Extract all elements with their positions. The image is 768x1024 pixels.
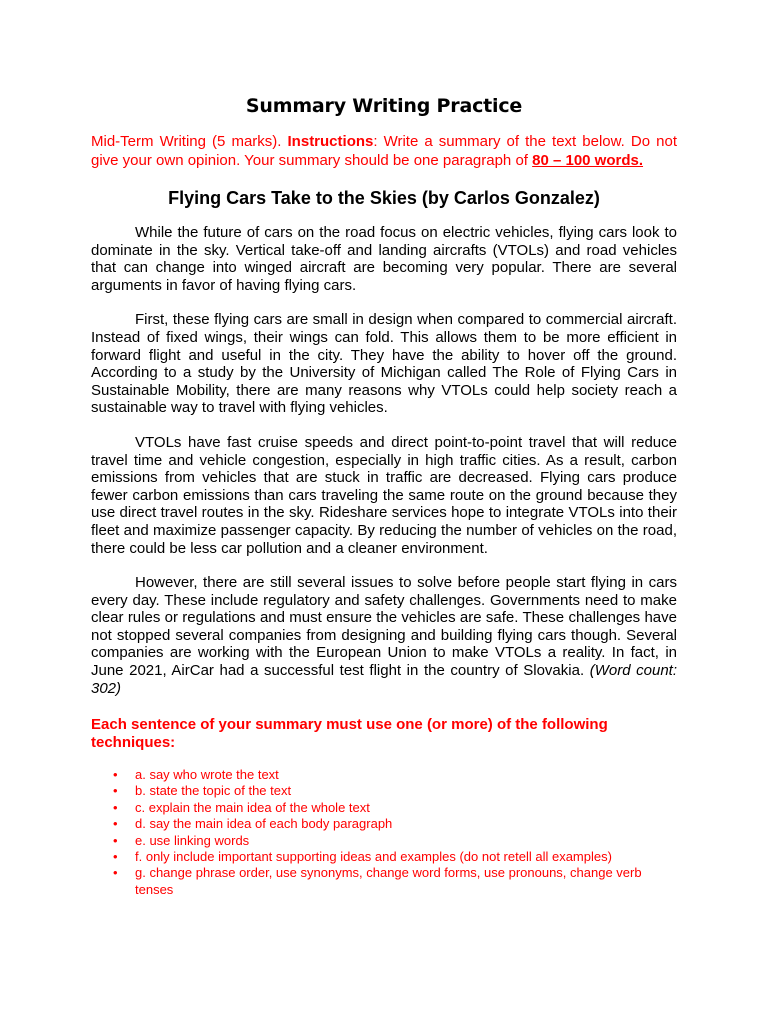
article-paragraph-4	[91, 574, 677, 697]
technique-text: b. state the topic of the text	[135, 783, 292, 799]
instructions-label: Instructions	[287, 133, 374, 150]
list-item	[91, 816, 681, 832]
list-item	[91, 800, 681, 816]
technique-text: a. say who wrote the text	[135, 767, 279, 782]
techniques-list	[91, 767, 681, 898]
list-item	[91, 849, 681, 865]
bullet-icon: •	[113, 799, 118, 815]
article-paragraph-1: While the future of cars on the road focus on electric vehicles, flying cars look to dominate in the sky. Vertical take-off and landing aircrafts (VTOLs) and road vehicles that can change into winged aircraft are becoming very popular. There are several arguments in favor of having flying cars.	[91, 224, 677, 294]
instructions-text: : Write a summary of the text below. Do not give your own opinion. Your summary should be one paragraph of	[91, 133, 677, 169]
article-title: Flying Cars Take to the Skies (by Carlos Gonzalez)	[168, 188, 600, 208]
technique-text: c. explain the main idea of the whole text	[135, 799, 370, 815]
list-item	[91, 833, 681, 849]
page-title: Summary Writing Practice	[245, 95, 523, 117]
list-item	[91, 767, 681, 783]
list-item	[91, 865, 681, 898]
bullet-icon: •	[113, 832, 118, 848]
technique-text: f. only include important supporting ideas and examples (do not retell all examples)	[135, 849, 612, 865]
bullet-icon: •	[113, 816, 118, 832]
word-range: 80 – 100 words.	[532, 151, 644, 169]
article-paragraph-3: VTOLs have fast cruise speeds and direct point-to-point travel that will reduce travel time and vehicle congestion, especially in high traffic cities. As a result, carbon emissions from vehicles that are stuck in traffic are decreased. Flying cars produce fewer carbon emissions than cars traveling the same route on the ground because they use direct travel routes in the sky. Rideshare services hope to integrate VTOLs into their fleet and maximize passenger capacity. By reducing the number of vehicles on the road, there could be less car pollution and a cleaner environment.	[91, 433, 677, 557]
technique-text: e. use linking words	[135, 832, 250, 848]
article-paragraph-2: First, these flying cars are small in design when compared to commercial aircraft. Instead of fixed wings, their wings can fold. This allows them to be more efficient in forward flight and useful in the city. They have the ability to hover off the ground. According to a study by the University of Michigan called The Role of Flying Cars in Sustainable Mobility, there are many reasons why VTOLs could help society reach a sustainable way to travel with flying vehicles.	[91, 311, 677, 417]
techniques-heading: Each sentence of your summary must use one (or more) of the following techniques:	[91, 716, 608, 751]
article-body	[91, 224, 677, 697]
article-paragraph-4-text: However, there are still several issues to solve before people start flying in cars every day. These include regulatory and safety challenges. Governments need to make clear rules or regulations and must ensure the vehicles are safe. These challenges have not stopped several companies from designing and building flying cars though. Several companies are working with the European Union to make VTOLs a reality. In fact, in June 2021, AirCar had a successful test flight in the country of Slovakia.	[91, 574, 677, 680]
bullet-icon: •	[113, 849, 118, 865]
technique-text: d. say the main idea of each body paragraph	[135, 816, 393, 832]
bullet-icon: •	[113, 767, 118, 782]
instructions	[91, 133, 677, 170]
bullet-icon: •	[113, 783, 118, 799]
technique-text: g. change phrase order, use synonyms, change word forms, use pronouns, change verb tenses	[135, 865, 642, 897]
word-count: (Word count: 302)	[91, 662, 677, 697]
instructions-prefix: Mid-Term Writing (5 marks).	[91, 133, 288, 150]
list-item	[91, 783, 681, 799]
bullet-icon: •	[113, 865, 118, 881]
